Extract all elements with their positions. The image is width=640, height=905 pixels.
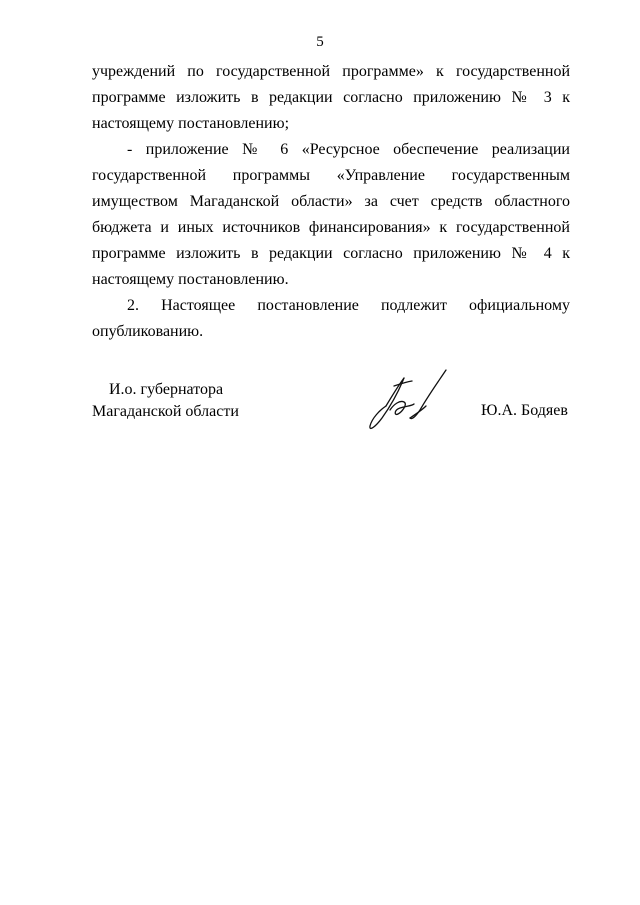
handwritten-signature bbox=[364, 366, 450, 434]
signatory-name: Ю.А. Бодяев bbox=[481, 402, 568, 419]
paragraph-continuation: учреждений по государственной программе» к государственной программе изложить в редакции согласно приложению № 3 к настоящему постановлению; bbox=[92, 63, 570, 132]
signatory-title bbox=[92, 379, 239, 423]
document-body bbox=[92, 59, 570, 345]
page-number: 5 bbox=[316, 34, 324, 50]
paragraph-publication: 2. Настоящее постановление подлежит официальному опубликованию. bbox=[92, 297, 570, 340]
paragraph-appendix-6: - приложение № 6 «Ресурсное обеспечение реализации государственной программы «Управление государственным имуществом Магаданской области» за счет средств областного бюджета и иных источников финансирования» к государственной программе изложить в редакции согласно приложению № 4 к настоящему постановлению. bbox=[92, 141, 570, 288]
signatory-position: И.о. губернатора bbox=[109, 381, 224, 398]
signatory-region: Магаданской области bbox=[92, 403, 239, 420]
